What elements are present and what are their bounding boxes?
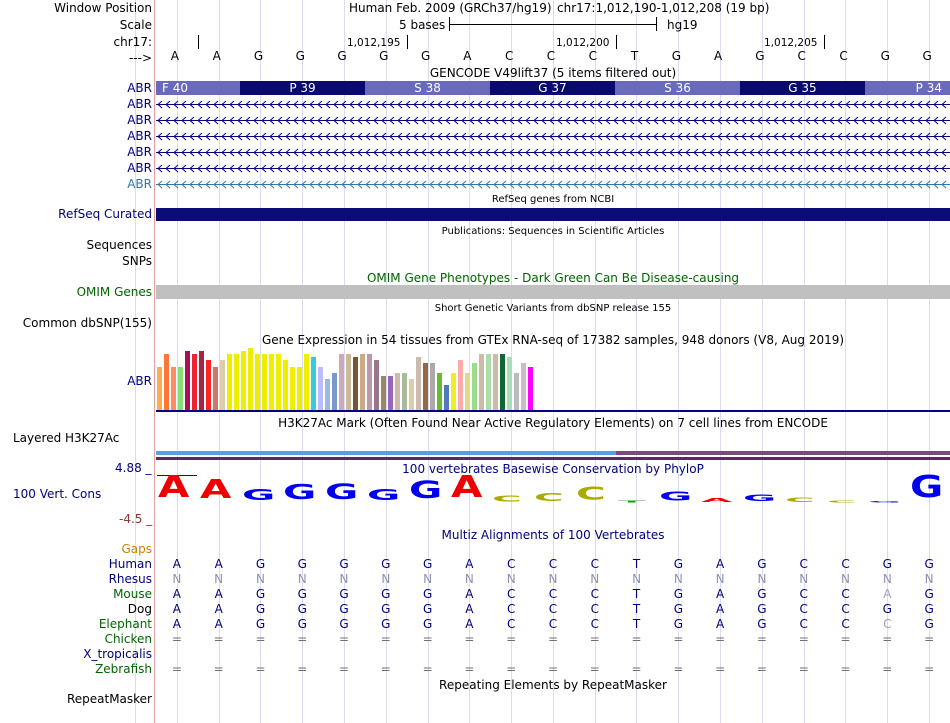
base-letter: G (880, 49, 890, 63)
gtex-tissue-bar[interactable] (500, 354, 505, 410)
chrom-tick-label-0: 1,012,195 (347, 37, 401, 49)
species-label[interactable]: Rhesus (108, 572, 152, 586)
scale-bar-right-tick (656, 17, 657, 31)
coordinate-range: chr17:1,012,190-1,012,208 (19 bp) (557, 1, 770, 15)
aligned-base: A (172, 587, 181, 601)
gtex-tissue-bar[interactable] (528, 367, 533, 410)
aligned-base: T (632, 587, 641, 601)
gencode-exon-segment[interactable]: S 38 (365, 81, 490, 95)
base-letter: C (505, 49, 514, 63)
sequences-label[interactable]: Sequences (86, 238, 152, 252)
aligned-base: N (799, 572, 809, 586)
aligned-base: G (757, 587, 767, 601)
phylop-logo-letter: A (701, 497, 733, 504)
aligned-base: G (673, 602, 684, 616)
aligned-base: C (590, 617, 599, 631)
aligned-base: N (255, 572, 265, 586)
aligned-base: = (422, 632, 433, 646)
aligned-base: = (464, 662, 475, 676)
aligned-base: N (757, 572, 767, 586)
aligned-base: = (547, 632, 559, 646)
aligned-base: G (673, 617, 684, 631)
aligned-base: G (381, 617, 391, 631)
gencode-exon-segment[interactable]: S 36 (615, 81, 740, 95)
aligned-base: C (883, 617, 892, 631)
phylop-logo-letter: C (575, 483, 606, 505)
base-letter: T (630, 49, 639, 63)
aligned-base: = (339, 662, 350, 676)
aligned-base: N (882, 572, 892, 586)
strand-arrows (156, 116, 950, 125)
refseq-title: RefSeq genes from NCBI (491, 194, 615, 205)
aligned-base: A (465, 617, 474, 631)
multiz-title: Multiz Alignments of 100 Vertebrates (441, 528, 665, 542)
base-letter: C (839, 49, 848, 63)
phylop-logo-letter: G (743, 493, 777, 504)
chrom-tick-label-1: 1,012,200 (556, 37, 610, 49)
gencode-gene-label[interactable]: ABR (127, 177, 152, 191)
gencode-title: GENCODE V49lift37 (5 items filtered out) (429, 66, 677, 80)
aligned-base: G (757, 617, 767, 631)
aligned-base: G (255, 617, 266, 631)
gtex-tissue-bar[interactable] (248, 348, 253, 410)
aligned-base: T (632, 557, 641, 571)
gtex-tissue-bar[interactable] (416, 357, 421, 410)
aligned-base: G (339, 617, 349, 631)
species-label[interactable]: Dog (127, 602, 152, 616)
aligned-base: A (883, 587, 892, 601)
aligned-base: = (213, 632, 224, 646)
aligned-base: G (381, 602, 391, 616)
phylop-logo-letter: G (283, 480, 317, 505)
aligned-base: = (882, 632, 893, 646)
gtex-tissue-bar[interactable] (472, 363, 477, 410)
gencode-gene-label[interactable]: ABR (127, 129, 152, 143)
base-letter: G (253, 49, 264, 63)
aligned-base: N (339, 572, 349, 586)
gtex-tissue-bar[interactable] (171, 367, 176, 410)
aligned-base: = (547, 662, 559, 676)
aligned-base: G (422, 587, 433, 601)
aligned-base: = (589, 632, 600, 646)
species-label[interactable]: Mouse (113, 587, 152, 601)
gtex-tissue-bar[interactable] (241, 351, 246, 410)
gtex-tissue-bar[interactable] (318, 367, 323, 410)
gtex-tissue-bar[interactable] (493, 354, 498, 410)
gtex-tissue-bar[interactable] (283, 360, 288, 410)
aligned-base: C (590, 602, 599, 616)
aligned-base: = (506, 632, 517, 646)
aligned-base: G (924, 602, 934, 616)
aligned-base: A (716, 602, 725, 616)
base-letter: A (714, 49, 723, 63)
gtex-tissue-bar[interactable] (332, 373, 337, 410)
base-letter: G (337, 49, 347, 63)
aligned-base: G (297, 602, 307, 616)
aligned-base: = (255, 632, 266, 646)
gtex-tissue-bar[interactable] (353, 357, 358, 410)
aligned-base: = (171, 662, 182, 676)
gencode-exon-segment[interactable]: P 34 (865, 81, 950, 95)
aligned-base: G (924, 557, 934, 571)
base-letter: A (463, 49, 472, 63)
gencode-exon-segment[interactable]: G 37 (490, 81, 615, 95)
phylop-ymin: -4.5 _ (119, 512, 153, 526)
base-letter: A (212, 49, 221, 63)
aligned-base: = (756, 632, 767, 646)
gencode-exon-segment[interactable]: P 39 (240, 81, 365, 95)
gtex-tissue-bar[interactable] (444, 385, 449, 410)
aligned-base: N (841, 572, 850, 586)
aligned-base: N (548, 572, 558, 586)
gtex-tissue-bar[interactable] (206, 360, 211, 410)
phylop-logo-letter: C (826, 499, 857, 504)
gencode-gene-label[interactable]: ABR (127, 81, 152, 95)
gtex-tissue-bar[interactable] (255, 354, 260, 410)
aligned-base: C (548, 557, 558, 571)
scale-bar (449, 24, 657, 25)
gtex-tissue-bar[interactable] (451, 373, 456, 410)
assembly-short: hg19 (667, 18, 698, 32)
aligned-base: = (339, 632, 350, 646)
gtex-tissue-bar[interactable] (185, 351, 190, 410)
repeatmasker-label[interactable]: RepeatMasker (66, 692, 152, 706)
publications-title: Publications: Sequences in Scientific Articles (441, 226, 665, 237)
aligned-base: G (339, 602, 349, 616)
aligned-base: N (590, 572, 600, 586)
gencode-exon-segment[interactable]: F 40 (156, 81, 240, 95)
strand-arrows (156, 132, 950, 141)
aligned-base: A (214, 557, 223, 571)
aligned-base: C (799, 602, 808, 616)
gtex-tissue-bar[interactable] (304, 354, 309, 410)
gtex-tissue-bar[interactable] (388, 376, 393, 410)
aligned-base: N (297, 572, 307, 586)
aligned-base: = (380, 662, 391, 676)
aligned-base: C (799, 587, 808, 601)
gtex-tissue-bar[interactable] (430, 363, 435, 410)
gtex-label[interactable]: ABR (127, 374, 152, 388)
dbsnp-label[interactable]: Common dbSNP(155) (22, 316, 152, 330)
gtex-tissue-bar[interactable] (192, 354, 197, 410)
chrom-tick-2 (616, 35, 617, 49)
aligned-base: = (798, 632, 809, 646)
aligned-base: A (465, 602, 474, 616)
gtex-tissue-bar[interactable] (521, 363, 526, 410)
aligned-base: = (589, 662, 600, 676)
gtex-tissue-bar[interactable] (360, 354, 365, 410)
gtex-tissue-bar[interactable] (290, 367, 295, 410)
aligned-base: G (757, 557, 767, 571)
gtex-tissue-bar[interactable] (374, 360, 379, 410)
gencode-gene-label[interactable]: ABR (127, 113, 152, 127)
aligned-base: G (757, 602, 767, 616)
aligned-base: G (381, 557, 391, 571)
aligned-base: = (882, 662, 893, 676)
aligned-base: A (716, 557, 725, 571)
chrom-tick-1 (407, 35, 408, 49)
aligned-base: N (632, 572, 642, 586)
aligned-base: C (841, 617, 850, 631)
base-letter: A (170, 49, 179, 63)
gtex-tissue-bar[interactable] (507, 357, 512, 410)
base-letter: G (379, 49, 389, 63)
species-label[interactable]: Zebrafish (95, 662, 152, 676)
species-label[interactable]: Elephant (98, 617, 152, 631)
aligned-base: C (507, 557, 516, 571)
aligned-base: G (297, 617, 307, 631)
aligned-base: T (632, 617, 641, 631)
phylop-logo-letter: C (534, 490, 564, 504)
aligned-base: = (631, 632, 642, 646)
phylop-logo-letter: C (784, 496, 815, 504)
aligned-base: G (339, 557, 349, 571)
aligned-base: = (422, 662, 433, 676)
omim-title: OMIM Gene Phenotypes - Dark Green Can Be Disease-causing (366, 271, 740, 285)
gtex-tissue-bar[interactable] (164, 354, 169, 410)
aligned-base: G (882, 602, 892, 616)
gtex-tissue-bar[interactable] (178, 367, 183, 410)
h3k27ac-label[interactable]: Layered H3K27Ac (13, 431, 120, 445)
snps-label[interactable]: SNPs (122, 254, 152, 268)
aligned-base: C (548, 602, 558, 616)
aligned-base: C (590, 557, 599, 571)
gtex-tissue-bar[interactable] (339, 354, 344, 410)
aligned-base: = (464, 632, 475, 646)
aligned-base: = (297, 662, 308, 676)
aligned-base: N (381, 572, 391, 586)
base-letter: G (922, 49, 932, 63)
aligned-base: N (464, 572, 474, 586)
base-letter: C (797, 49, 806, 63)
phylop-ymax: 4.88 _ (115, 461, 152, 475)
aligned-base: C (799, 557, 808, 571)
repeatmasker-title: Repeating Elements by RepeatMasker (439, 678, 667, 692)
gtex-tissue-bar[interactable] (479, 354, 484, 410)
gtex-tissue-bar[interactable] (409, 379, 414, 410)
gtex-tissue-bar[interactable] (297, 367, 302, 410)
base-letter: C (588, 49, 597, 63)
gtex-tissue-bar[interactable] (220, 360, 225, 410)
gtex-tissue-bar[interactable] (262, 354, 267, 410)
gtex-baseline (156, 410, 950, 412)
aligned-base: G (422, 602, 433, 616)
aligned-base: C (507, 587, 516, 601)
gtex-tissue-bar[interactable] (402, 373, 407, 410)
aligned-base: G (422, 557, 433, 571)
aligned-base: = (840, 662, 851, 676)
species-label[interactable]: X_tropicalis (83, 647, 152, 661)
aligned-base: = (380, 632, 391, 646)
aligned-base: G (297, 557, 307, 571)
strand-label: ---> (128, 51, 152, 65)
aligned-base: N (423, 572, 433, 586)
phylop-logo-letter: G (366, 486, 401, 504)
gencode-gene-label[interactable]: ABR (127, 145, 152, 159)
strand-arrows (156, 164, 950, 173)
aligned-base: N (214, 572, 224, 586)
gtex-tissue-bar[interactable] (381, 376, 386, 410)
aligned-base: C (507, 617, 516, 631)
omim-bar[interactable] (156, 285, 950, 299)
aligned-base: A (214, 602, 223, 616)
aligned-base: = (673, 632, 684, 646)
aligned-base: = (924, 632, 935, 646)
chrom-tick-0 (198, 35, 199, 49)
aligned-base: C (841, 587, 850, 601)
aligned-base: N (506, 572, 516, 586)
aligned-base: C (590, 587, 599, 601)
aligned-base: = (506, 662, 517, 676)
gencode-gene-label[interactable]: ABR (127, 161, 152, 175)
base-letter: G (755, 49, 765, 63)
h3k27ac-signal-left (156, 451, 616, 455)
aligned-base: N (924, 572, 934, 586)
aligned-base: = (631, 662, 642, 676)
gtex-tissue-bar[interactable] (346, 354, 351, 410)
aligned-base: A (465, 557, 474, 571)
aligned-base: G (381, 587, 391, 601)
aligned-base: A (214, 617, 223, 631)
aligned-base: N (673, 572, 683, 586)
aligned-base: = (756, 662, 767, 676)
aligned-base: C (799, 617, 808, 631)
aligned-base: = (715, 632, 726, 646)
window-position-label: Window Position (54, 1, 152, 15)
gencode-exon-segment[interactable]: G 35 (740, 81, 865, 95)
omim-label[interactable]: OMIM Genes (76, 285, 152, 299)
gtex-tissue-bar[interactable] (157, 367, 162, 410)
aligned-base: A (716, 617, 725, 631)
chrom-tick-3 (824, 35, 825, 49)
gtex-title: Gene Expression in 54 tissues from GTEx RNA-seq of 17382 samples, 948 donors (V8, Aug 2019) (261, 333, 845, 347)
gtex-tissue-bar[interactable] (234, 354, 239, 410)
aligned-base: N (172, 572, 182, 586)
base-letter: G (671, 49, 682, 63)
aligned-base: G (673, 557, 684, 571)
aligned-base: A (465, 587, 474, 601)
gtex-tissue-bar[interactable] (269, 354, 274, 410)
phylop-logo-letter: T (617, 499, 646, 504)
base-letter: G (295, 49, 305, 63)
gtex-tissue-bar[interactable] (227, 354, 232, 410)
h3k27ac-signal-right (616, 451, 950, 455)
h3k27ac-signal-base (156, 457, 950, 460)
strand-arrows (156, 100, 950, 109)
aligned-base: G (255, 557, 266, 571)
aligned-base: G (255, 602, 266, 616)
aligned-base: C (548, 617, 558, 631)
aligned-base: G (297, 587, 307, 601)
aligned-base: = (171, 632, 182, 646)
aligned-base: N (715, 572, 725, 586)
chrom-tick-label-2: 1,012,205 (764, 37, 818, 49)
phylop-logo-letter: G (868, 500, 902, 504)
aligned-base: A (214, 587, 223, 601)
aligned-base: A (172, 617, 181, 631)
strand-arrows (156, 180, 950, 189)
base-letter: G (420, 49, 431, 63)
phylop-title: 100 vertebrates Basewise Conservation by PhyloP (402, 462, 704, 476)
label-column-divider (154, 0, 155, 723)
phylop-logo-letter: G (910, 470, 944, 505)
phylop-logo-letter: G (241, 486, 275, 504)
aligned-base: = (924, 662, 935, 676)
dbsnp-title: Short Genetic Variants from dbSNP release 155 (434, 303, 672, 314)
gtex-tissue-bar[interactable] (465, 373, 470, 410)
gtex-tissue-bar[interactable] (458, 360, 463, 410)
aligned-base: A (716, 587, 725, 601)
phylop-label[interactable]: 100 Vert. Cons (13, 487, 102, 501)
aligned-base: = (673, 662, 684, 676)
gtex-tissue-bar[interactable] (367, 354, 372, 410)
scale-value: 5 bases (399, 18, 446, 32)
gtex-tissue-bar[interactable] (213, 367, 218, 410)
aligned-base: = (213, 662, 224, 676)
refseq-label[interactable]: RefSeq Curated (58, 207, 152, 221)
aligned-base: A (172, 557, 181, 571)
aligned-base: C (841, 602, 850, 616)
gtex-tissue-bar[interactable] (276, 354, 281, 410)
phylop-logo-letter: A (199, 474, 232, 505)
aligned-base: G (924, 587, 934, 601)
gtex-tissue-bar[interactable] (514, 373, 519, 410)
aligned-base: A (172, 602, 181, 616)
aligned-base: G (882, 557, 892, 571)
gtex-tissue-bar[interactable] (395, 373, 400, 410)
aligned-base: C (841, 557, 850, 571)
aligned-base: = (840, 632, 851, 646)
gtex-tissue-bar[interactable] (199, 351, 204, 410)
gaps-label: Gaps (121, 542, 152, 556)
aligned-base: = (798, 662, 809, 676)
aligned-base: G (339, 587, 349, 601)
species-label[interactable]: Human (108, 557, 152, 571)
aligned-base: G (422, 617, 433, 631)
gencode-gene-label[interactable]: ABR (127, 97, 152, 111)
h3k27ac-title: H3K27Ac Mark (Often Found Near Active Regulatory Elements) on 7 cell lines from ENCODE (278, 416, 828, 430)
species-label[interactable]: Chicken (104, 632, 152, 646)
aligned-base: = (715, 662, 726, 676)
gtex-tissue-bar[interactable] (325, 379, 330, 410)
base-letter: C (546, 49, 556, 63)
aligned-base: G (255, 587, 266, 601)
strand-arrows (156, 148, 950, 157)
scale-label: Scale (119, 18, 152, 32)
aligned-base: C (548, 587, 558, 601)
phylop-logo-letter: G (659, 489, 693, 504)
phylop-logo-letter: G (408, 476, 442, 505)
aligned-base: G (673, 587, 684, 601)
aligned-base: = (255, 662, 266, 676)
chrom-label: chr17: (113, 35, 152, 49)
phylop-logo-letter: C (492, 494, 523, 504)
aligned-base: = (297, 632, 308, 646)
assembly-title: Human Feb. 2009 (GRCh37/hg19) (349, 1, 552, 15)
phylop-logo-letter: A (450, 470, 482, 505)
phylop-logo-letter: A (158, 470, 190, 505)
gtex-tissue-bar[interactable] (437, 373, 442, 410)
refseq-gene-bar[interactable] (156, 208, 950, 221)
phylop-logo-letter: G (325, 479, 359, 505)
aligned-base: T (632, 602, 641, 616)
gtex-tissue-bar[interactable] (486, 354, 491, 410)
aligned-base: C (507, 602, 516, 616)
gtex-tissue-bar[interactable] (423, 363, 428, 410)
gtex-tissue-bar[interactable] (311, 357, 316, 410)
aligned-base: G (924, 617, 934, 631)
